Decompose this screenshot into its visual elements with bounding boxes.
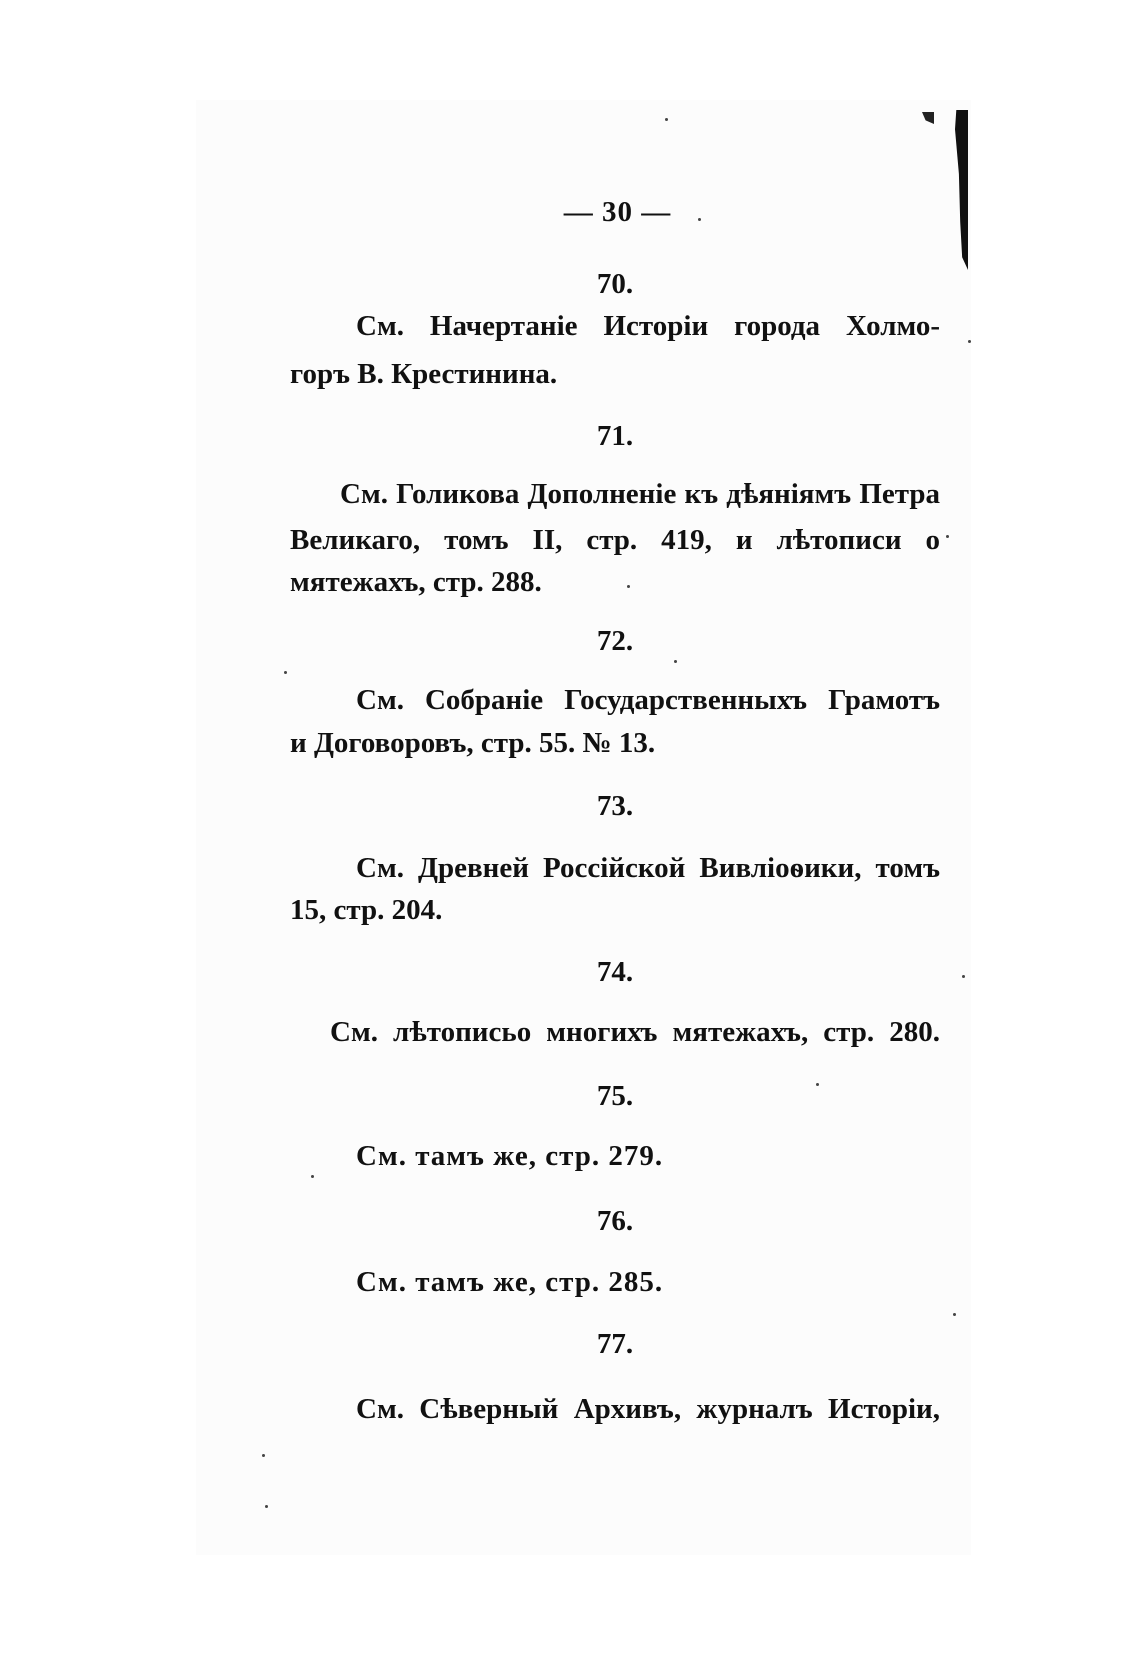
scan-speck [946, 535, 949, 538]
note-line: См. Голикова Дополненіе къ дѣяніямъ Петра [340, 478, 940, 510]
scan-speck [816, 1083, 819, 1086]
note-line: См. Древней Россійской Вивліоѳики, томъ [356, 852, 940, 884]
note-number: 76. [596, 1205, 634, 1237]
note-line: и Договоровъ, стр. 55. № 13. [290, 727, 656, 759]
note-number: 77. [596, 1328, 634, 1360]
page-number: — 30 — [563, 196, 672, 228]
note-line: 15, стр. 204. [290, 894, 443, 926]
note-line: См. Сѣверный Архивъ, журналъ Исторіи, [356, 1393, 940, 1425]
scan-speck [962, 975, 965, 978]
note-line: Великаго, томъ II, стр. 419, и лѣтописи о [290, 524, 940, 556]
scan-speck [262, 1454, 265, 1457]
note-line: мятежахъ, стр. 288. [290, 566, 542, 598]
scan-speck [968, 340, 971, 343]
scan-speck [627, 585, 630, 588]
scan-speck [311, 1175, 314, 1178]
scan-speck [284, 671, 287, 674]
note-number: 72. [596, 625, 634, 657]
scan-speck [953, 1313, 956, 1316]
note-number: 74. [596, 956, 634, 988]
note-line: горъ В. Крестинина. [290, 358, 558, 390]
note-line: См. лѣтописьо многихъ мятежахъ, стр. 280. [330, 1016, 940, 1048]
note-number: 73. [596, 790, 634, 822]
note-number: 71. [596, 420, 634, 452]
scan-speck [674, 660, 677, 663]
note-line: См. Начертаніе Исторіи города Холмо- [356, 310, 940, 342]
note-number: 75. [596, 1080, 634, 1112]
note-line: См. Собраніе Государственныхъ Грамотъ [356, 684, 940, 716]
note-line: См. тамъ же, стр. 285. [356, 1266, 664, 1298]
note-number: 70. [596, 268, 634, 300]
scan-speck [265, 1505, 268, 1508]
scan-speck [665, 118, 668, 121]
note-line: См. тамъ же, стр. 279. [356, 1140, 664, 1172]
